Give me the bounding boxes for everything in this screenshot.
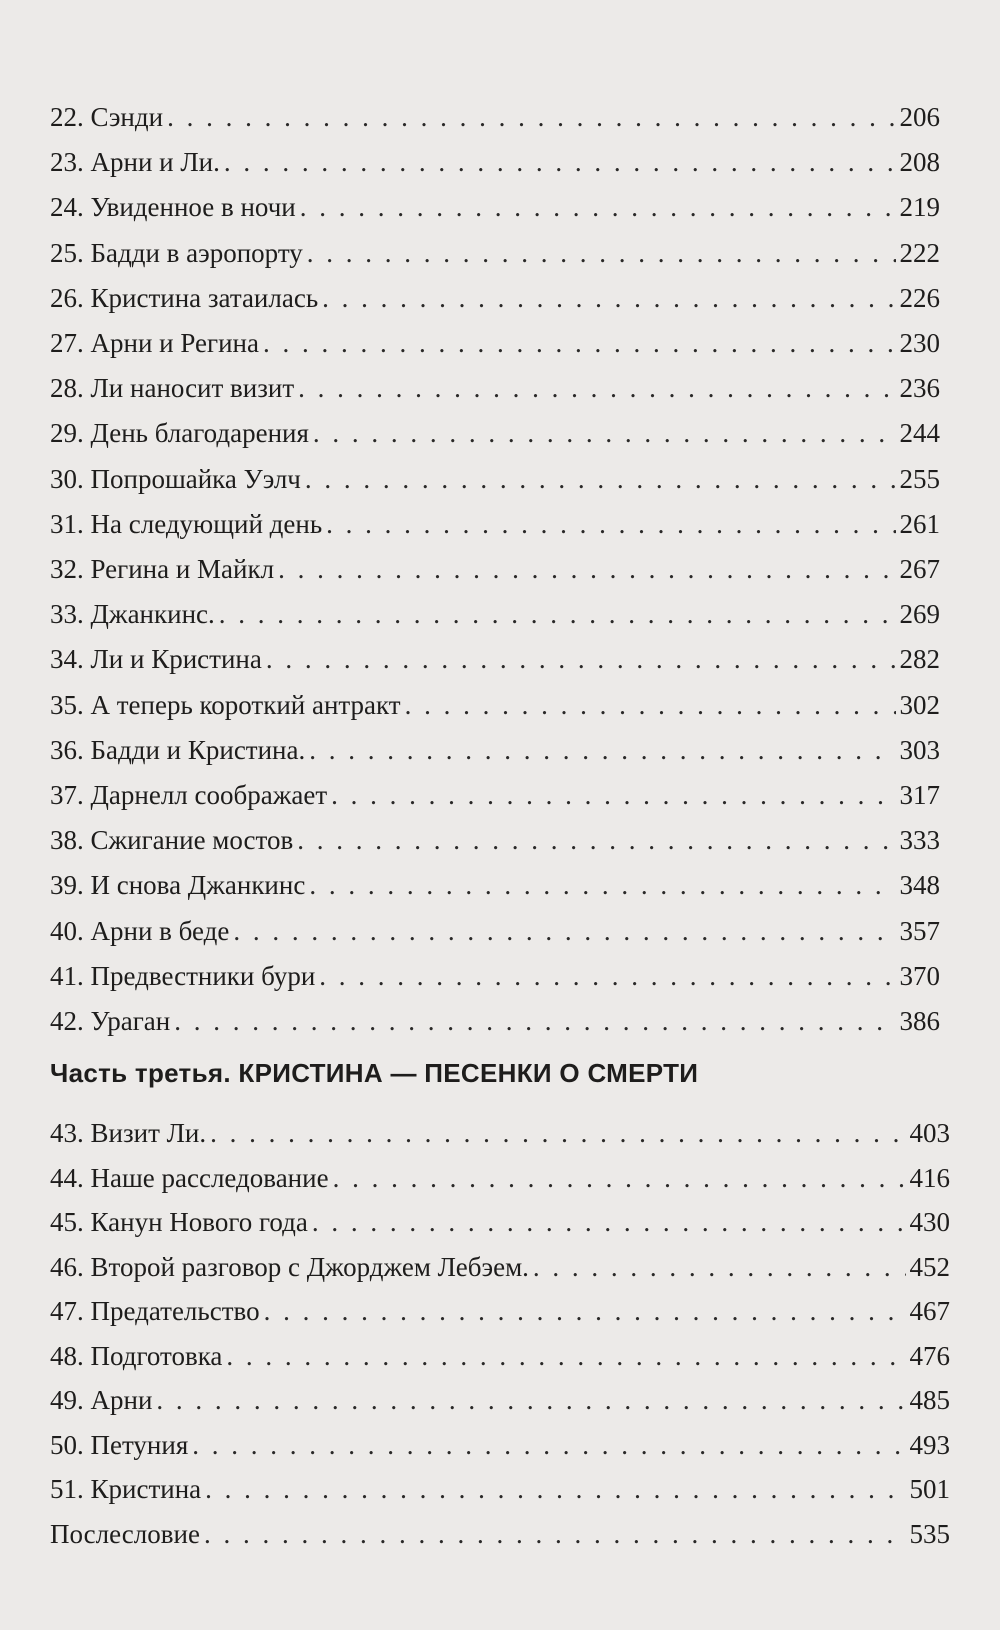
toc-entry-title: 37. Дарнелл соображает [50, 780, 328, 810]
toc-entry [50, 597, 940, 631]
toc-entry-title: 31. На следующий день [50, 508, 323, 539]
toc-entry [50, 236, 940, 270]
toc-entry [50, 416, 940, 450]
toc-entry-title: 38. Сжигание мостов [50, 825, 294, 856]
toc-entry-page-number: 206 [899, 102, 940, 132]
toc-entry-title: 26. Кристина затаилась [50, 282, 319, 313]
toc-entry-page-number: 467 [909, 1296, 950, 1326]
toc-entry-page-number: 370 [899, 960, 940, 991]
toc-entry-page-number: 230 [899, 328, 940, 358]
toc-entry-title: 27. Арни и Регина [50, 328, 259, 358]
toc-entry-title: 43. Визит Ли. [50, 1118, 207, 1148]
toc-entry-title: 40. Арни в беде [50, 915, 230, 946]
toc-entry [50, 1517, 950, 1551]
toc-entry [50, 326, 940, 360]
dot-leader [205, 1472, 905, 1506]
toc-entry [50, 1294, 950, 1328]
toc-entry-page-number: 303 [899, 734, 940, 765]
dot-leader [326, 507, 895, 541]
dot-leader [226, 1339, 905, 1373]
toc-entry [50, 1004, 940, 1038]
toc-entry [50, 281, 940, 315]
dot-leader [313, 416, 896, 450]
toc-entry-title: 33. Джанкинс. [50, 599, 215, 630]
part-three-heading: Часть третья. КРИСТИНА — ПЕСЕНКИ О СМЕРТИ [50, 1058, 699, 1088]
dot-leader [319, 959, 895, 993]
toc-entry-title: 48. Подготовка [50, 1340, 223, 1371]
toc-entry-page-number: 333 [899, 825, 940, 856]
toc-entry-title: 46. Второй разговор с Джорджем Лебэем. [50, 1251, 529, 1282]
dot-leader [192, 1428, 905, 1462]
dot-leader [309, 733, 895, 767]
toc-entry-page-number: 452 [909, 1251, 950, 1282]
toc-entry-title: 36. Бадди и Кристина. [50, 734, 306, 765]
toc-entry [50, 1428, 950, 1462]
dot-leader [309, 868, 895, 902]
toc-entry-page-number: 244 [899, 418, 940, 449]
toc-entry [50, 507, 940, 541]
toc-entry-page-number: 255 [899, 463, 940, 494]
toc-entry [50, 868, 940, 902]
toc-entry [50, 1339, 950, 1373]
toc-entry [50, 1472, 950, 1506]
toc-entry [50, 642, 940, 676]
dot-leader [278, 552, 895, 586]
dot-leader [533, 1250, 906, 1284]
toc-entry [50, 1205, 950, 1239]
toc-entry-page-number: 348 [899, 870, 940, 901]
toc-entry-title: 49. Арни [50, 1385, 153, 1415]
toc-entry [50, 688, 940, 722]
dot-leader [174, 1004, 895, 1038]
toc-entry-page-number: 501 [909, 1474, 950, 1504]
toc-entry [50, 462, 940, 496]
dot-leader [305, 462, 896, 496]
toc-entry [50, 733, 940, 767]
dot-leader [297, 823, 895, 857]
dot-leader [204, 1517, 906, 1551]
dot-leader [405, 688, 896, 722]
toc-entry [50, 959, 940, 993]
toc-entry-page-number: 267 [899, 554, 940, 584]
toc-entry-page-number: 317 [899, 780, 940, 810]
toc-entry-page-number: 403 [909, 1118, 950, 1148]
dot-leader [266, 642, 896, 676]
toc-entry-title: Послесловие [50, 1518, 200, 1549]
toc-entry-title: 28. Ли наносит визит [50, 373, 295, 404]
toc-entry-page-number: 493 [909, 1429, 950, 1460]
toc-entry-title: 29. День благодарения [50, 418, 309, 449]
toc-entry-page-number: 476 [909, 1340, 950, 1371]
dot-leader [224, 145, 896, 179]
toc-entry-page-number: 261 [899, 508, 940, 539]
toc-entry [50, 823, 940, 857]
toc-entry [50, 100, 940, 134]
toc-entry [50, 1116, 950, 1150]
toc-entry-title: 30. Попрошайка Уэлч [50, 463, 301, 494]
toc-entry-page-number: 222 [899, 237, 940, 268]
toc-entry [50, 914, 940, 948]
dot-leader [219, 597, 896, 631]
dot-leader [263, 326, 896, 360]
dot-leader [307, 236, 896, 270]
toc-entry-page-number: 302 [899, 689, 940, 720]
toc-entry-title: 35. А теперь короткий антракт [50, 689, 401, 720]
toc-entry [50, 145, 940, 179]
toc-entry [50, 552, 940, 586]
dot-leader [233, 914, 895, 948]
toc-entry-page-number: 357 [899, 915, 940, 946]
toc-entry-title: 22. Сэнди [50, 102, 164, 132]
toc-entry [50, 190, 940, 224]
toc-entry-title: 42. Ураган [50, 1006, 171, 1036]
toc-entry-title: 41. Предвестники бури [50, 960, 316, 991]
dot-leader [312, 1205, 906, 1239]
toc-entry-title: 39. И снова Джанкинс [50, 870, 306, 901]
dot-leader [298, 371, 895, 405]
toc-entry-title: 50. Петуния [50, 1429, 189, 1460]
toc-entry-title: 47. Предательство [50, 1296, 260, 1326]
dot-leader [300, 190, 896, 224]
toc-entry-page-number: 430 [909, 1207, 950, 1237]
toc-entry-title: 25. Бадди в аэропорту [50, 237, 303, 268]
dot-leader [167, 100, 895, 134]
toc-entry-title: 51. Кристина [50, 1474, 202, 1504]
toc-entry-page-number: 386 [899, 1006, 940, 1036]
dot-leader [331, 778, 895, 812]
toc-entry-page-number: 236 [899, 373, 940, 404]
toc-entry-title: 34. Ли и Кристина [50, 644, 262, 675]
toc-entry-page-number: 485 [909, 1385, 950, 1415]
toc-entry-title: 23. Арни и Ли. [50, 147, 220, 178]
toc-entry-title: 24. Увиденное в ночи [50, 192, 296, 223]
toc-entry-page-number: 208 [899, 147, 940, 178]
toc-entry-page-number: 226 [899, 282, 940, 313]
toc-entry-page-number: 416 [909, 1162, 950, 1193]
dot-leader [333, 1161, 906, 1195]
dot-leader [264, 1294, 906, 1328]
toc-entry-title: 32. Регина и Майкл [50, 554, 275, 584]
dot-leader [156, 1383, 905, 1417]
toc-entry [50, 778, 940, 812]
toc-entry-page-number: 535 [909, 1518, 950, 1549]
toc-entry [50, 1250, 950, 1284]
toc-entry-page-number: 282 [899, 644, 940, 675]
toc-entry [50, 1161, 950, 1195]
toc-entry-page-number: 269 [899, 599, 940, 630]
toc-entry-title: 45. Канун Нового года [50, 1207, 308, 1237]
toc-entry-title: 44. Наше расследование [50, 1162, 329, 1193]
toc-entry [50, 1383, 950, 1417]
toc-entry-page-number: 219 [899, 192, 940, 223]
dot-leader [322, 281, 895, 315]
toc-entry [50, 371, 940, 405]
dot-leader [210, 1116, 905, 1150]
